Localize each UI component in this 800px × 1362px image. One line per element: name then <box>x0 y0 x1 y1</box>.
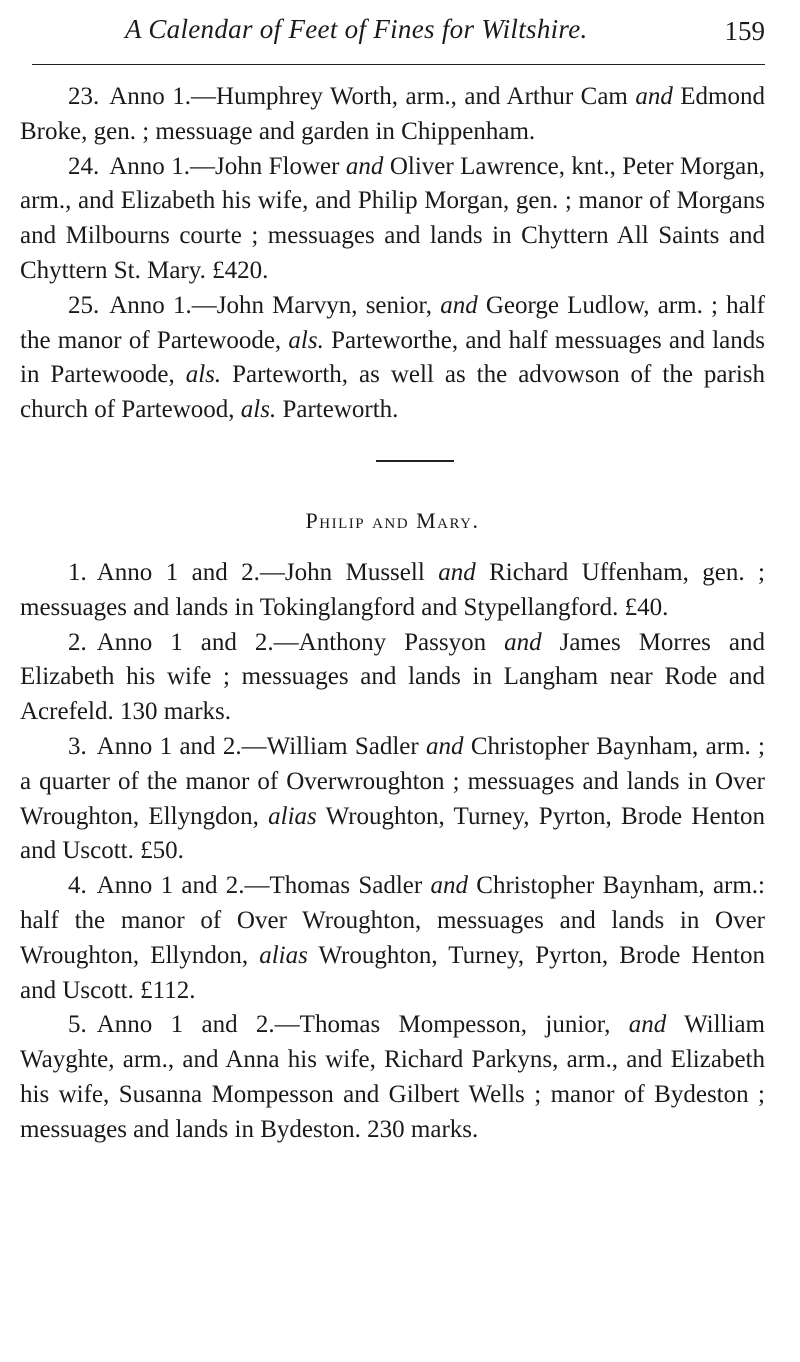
entry-text: Oliver Lawrence, knt., Peter Morgan, arm., and Elizabeth his wife, and Philip Morgan, gen. ; manor of Morgans and Milbourns courte ; messuages and lands in Chyttern All Saints and Chyttern St. Mary. £420. <box>20 152 766 284</box>
entry-italic-text: and <box>438 558 476 586</box>
entries-after-section <box>20 556 765 1148</box>
fine-entry <box>20 730 765 869</box>
entry-text: Christopher Baynham, arm. ; a quarter of the manor of Overwroughton ; messuages and lands in Over Wroughton, Ellyngdon, <box>20 732 765 830</box>
fine-entry <box>20 1008 765 1147</box>
fine-entry <box>20 80 765 150</box>
entry-text: William Wayghte, arm., and Anna his wife, Richard Parkyns, arm., and Elizabeth his wife, Susanna Mompesson and Gilbert Wells ; manor of Bydeston ; messuages and lands in Bydeston. 230 marks. <box>20 1011 765 1143</box>
entry-text: Christopher Baynham, arm.: half the manor of Over Wroughton, messuages and lands in Over Wroughton, Ellyndon, <box>20 872 766 969</box>
entry-number: 24. <box>68 152 100 180</box>
fine-entry <box>20 556 765 626</box>
entry-text: Anno 1.—Humphrey Worth, arm., and Arthur Cam <box>109 83 636 110</box>
entry-text: Anno 1 and 2.—William Sadler <box>96 732 427 760</box>
running-title: A Calendar of Feet of Fines for Wiltshire. <box>125 14 588 44</box>
entry-italic-text: alias <box>259 941 308 969</box>
entry-number: 5. <box>68 1011 87 1039</box>
entry-italic-text: als. <box>185 361 222 389</box>
entry-italic-text: als. <box>240 396 277 424</box>
entry-text: Richard Uffenham, gen. ; messuages and lands in Tokinglangford and Stypellangford. £40. <box>20 558 765 621</box>
entry-text: Wroughton, Turney, Pyrton, Brode Henton and Uscott. £112. <box>20 941 765 1004</box>
book-page <box>20 0 765 1148</box>
entries-before-section <box>20 80 765 428</box>
entry-number: 4. <box>68 872 87 900</box>
entry-text: Anno 1.—John Marvyn, senior, <box>109 291 441 319</box>
entry-text: Parteworthe, and half messuages and lands in Partewoode, <box>20 326 765 389</box>
entry-number: 3. <box>68 732 87 760</box>
entry-italic-text: als. <box>288 326 324 354</box>
entry-text: Parteworth. <box>276 396 399 424</box>
fine-entry <box>20 289 765 428</box>
entry-number: 1. <box>68 558 87 586</box>
entry-italic-text: and <box>345 152 384 180</box>
entry-italic-text: and <box>430 872 468 900</box>
entry-text: Anno 1 and 2.—Anthony Passyon <box>96 628 505 656</box>
section-divider <box>376 460 454 462</box>
entry-text: Edmond Broke, gen. ; messuage and garden in Chippenham. <box>20 83 766 145</box>
page-number: 159 <box>724 16 765 46</box>
entry-text: Anno 1 and 2.—Thomas Mompesson, junior, <box>96 1011 629 1039</box>
entry-text: James Morres and Elizabeth his wife ; messuages and lands in Langham near Rode and Acrefeld. 130 marks. <box>20 628 766 726</box>
fine-entry <box>20 150 765 289</box>
entry-text: Anno 1.—John Flower <box>109 152 346 180</box>
running-head <box>20 0 765 66</box>
entry-italic-text: and <box>504 628 542 656</box>
entry-italic-text: and <box>440 291 478 319</box>
section-heading: Philip and Mary. <box>305 507 480 533</box>
entry-text: Anno 1 and 2.—Thomas Sadler <box>96 872 431 900</box>
entry-number: 2. <box>68 628 87 656</box>
entry-italic-text: and <box>635 83 673 110</box>
entry-text: Anno 1 and 2.—John Mussell <box>96 558 439 586</box>
fine-entry <box>20 626 765 730</box>
entry-number: 25. <box>68 291 100 319</box>
entry-text: Wroughton, Turney, Pyrton, Brode Henton and Uscott. £50. <box>20 802 765 865</box>
header-rule <box>32 64 765 65</box>
entry-italic-text: alias <box>268 802 317 830</box>
entry-number: 23. <box>68 83 100 110</box>
entry-text: Parteworth, as well as the advowson of the parish church of Partewood, <box>20 361 765 424</box>
entry-italic-text: and <box>628 1011 667 1039</box>
entry-italic-text: and <box>426 732 464 760</box>
fine-entry <box>20 869 765 1008</box>
entry-text: George Ludlow, arm. ; half the manor of Partewoode, <box>20 291 765 354</box>
